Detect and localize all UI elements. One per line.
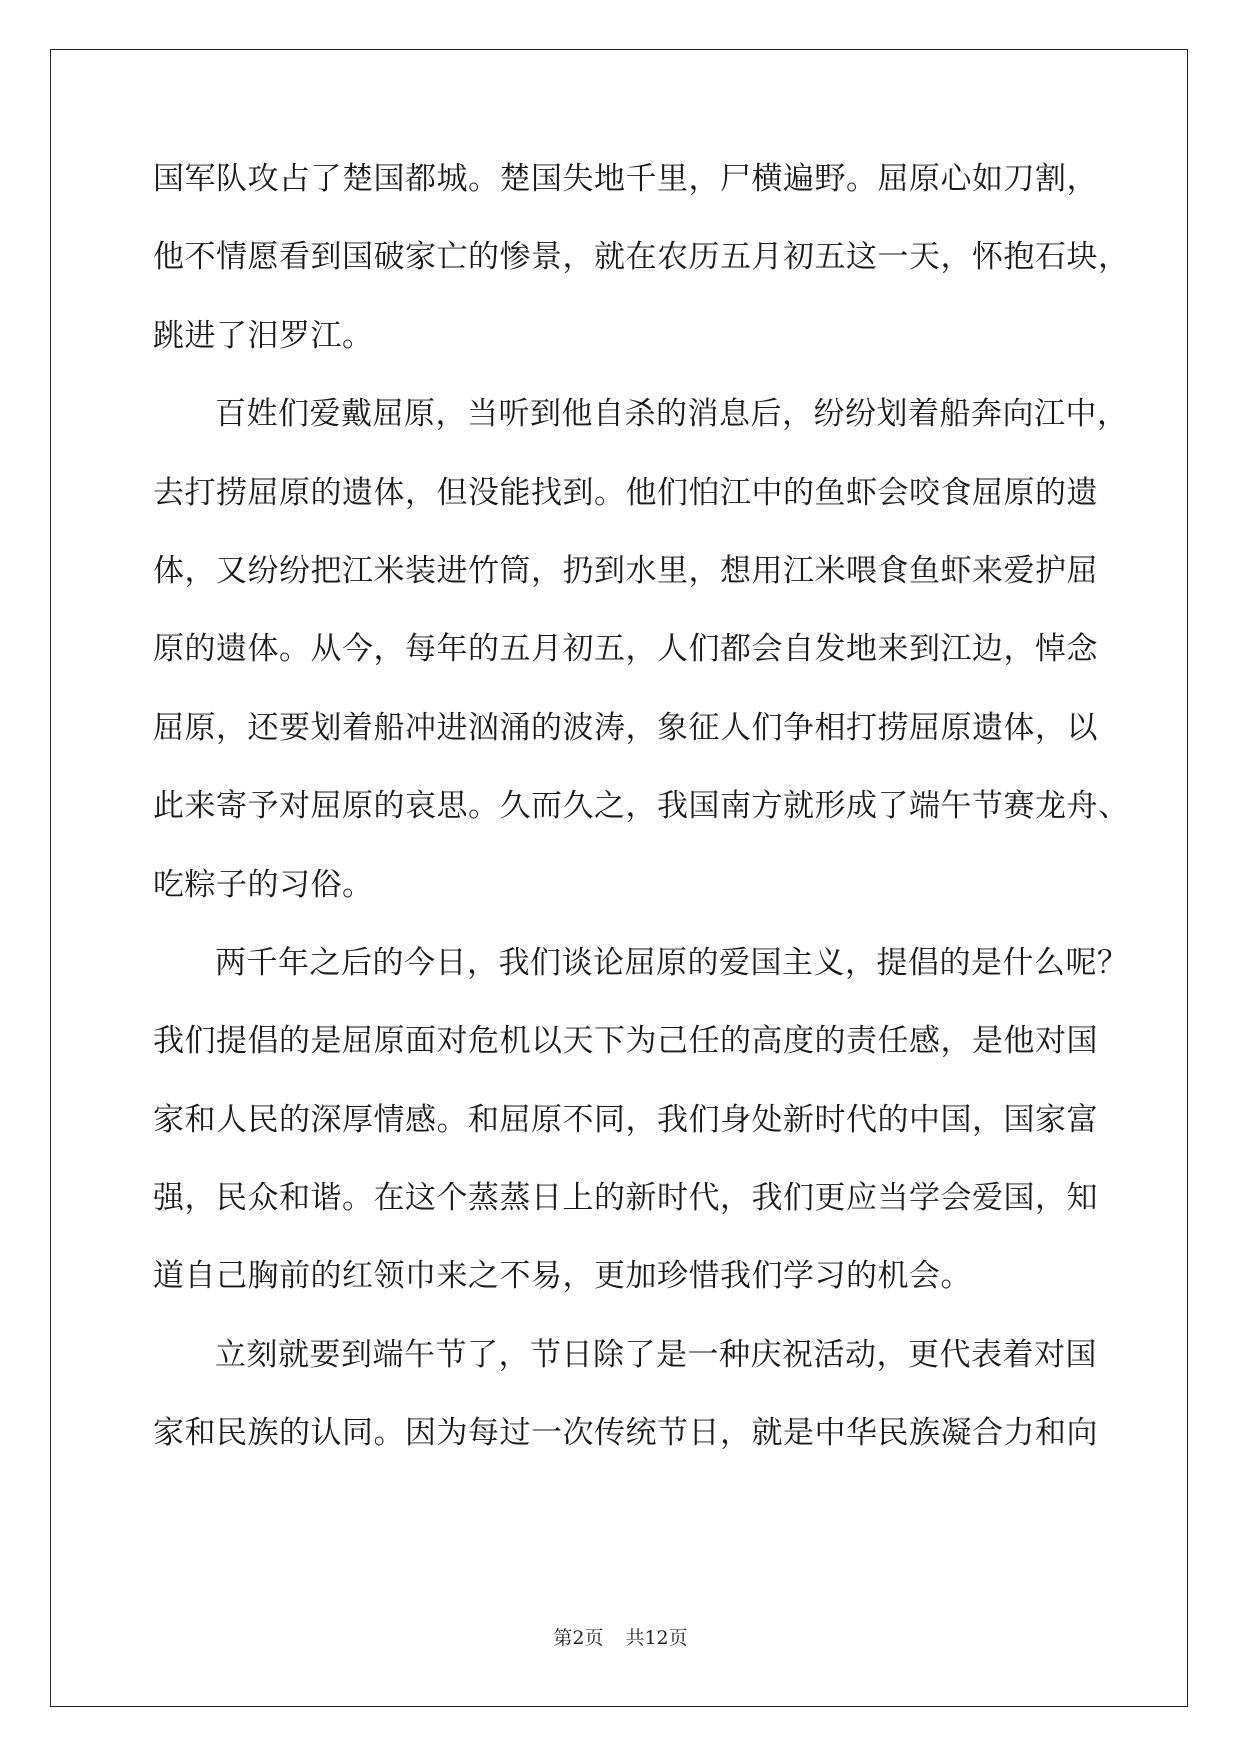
- text-line: 他不情愿看到国破家亡的惨景，就在农历五月初五这一天，怀抱石块，: [153, 239, 1130, 276]
- text-line: 原的遗体。从今，每年的五月初五，人们都会自发地来到江边，悼念: [153, 631, 1098, 668]
- text-line: 两千年之后的今日，我们谈论屈原的爱国主义，提倡的是什么呢？: [215, 944, 1129, 981]
- document-body: [153, 159, 1130, 1492]
- text-line: 道自己胸前的红领巾来之不易，更加珍惜我们学习的机会。: [153, 1258, 972, 1295]
- page-total: 共12页: [625, 1627, 688, 1649]
- text-line: 吃粽子的习俗。: [153, 866, 374, 903]
- text-line: 此来寄予对屈原的哀思。久而久之，我国南方就形成了端午节赛龙舟、: [153, 788, 1130, 825]
- text-line: 去打捞屈原的遗体，但没能找到。他们怕江中的鱼虾会咬食屈原的遗: [153, 474, 1098, 511]
- text-line: 强，民众和谐。在这个蒸蒸日上的新时代，我们更应当学会爱国，知: [153, 1180, 1098, 1217]
- text-line: 家和民族的认同。因为每过一次传统节日，就是中华民族凝合力和向: [153, 1415, 1098, 1452]
- text-line: 家和人民的深厚情感。和屈原不同，我们身处新时代的中国，国家富: [153, 1101, 1098, 1138]
- text-line: 国军队攻占了楚国都城。楚国失地千里，尸横遍野。屈原心如刀割，: [153, 161, 1098, 197]
- text-line: 百姓们爱戴屈原，当听到他自杀的消息后，纷纷划着船奔向江中，: [215, 396, 1129, 433]
- page-number: 第2页: [553, 1627, 604, 1649]
- text-line: 体，又纷纷把江米装进竹筒，扔到水里，想用江米喂食鱼虾来爱护屈: [153, 552, 1098, 589]
- text-line: 跳进了汨罗江。: [153, 317, 374, 354]
- page-footer: [0, 1623, 1241, 1650]
- text-line: 屈原，还要划着船冲进汹涌的波涛，象征人们争相打捞屈原遗体，以: [153, 709, 1098, 746]
- text-line: 我们提倡的是屈原面对危机以天下为己任的高度的责任感，是他对国: [153, 1023, 1098, 1060]
- text-line: 立刻就要到端午节了，节日除了是一种庆祝活动，更代表着对国: [215, 1336, 1097, 1373]
